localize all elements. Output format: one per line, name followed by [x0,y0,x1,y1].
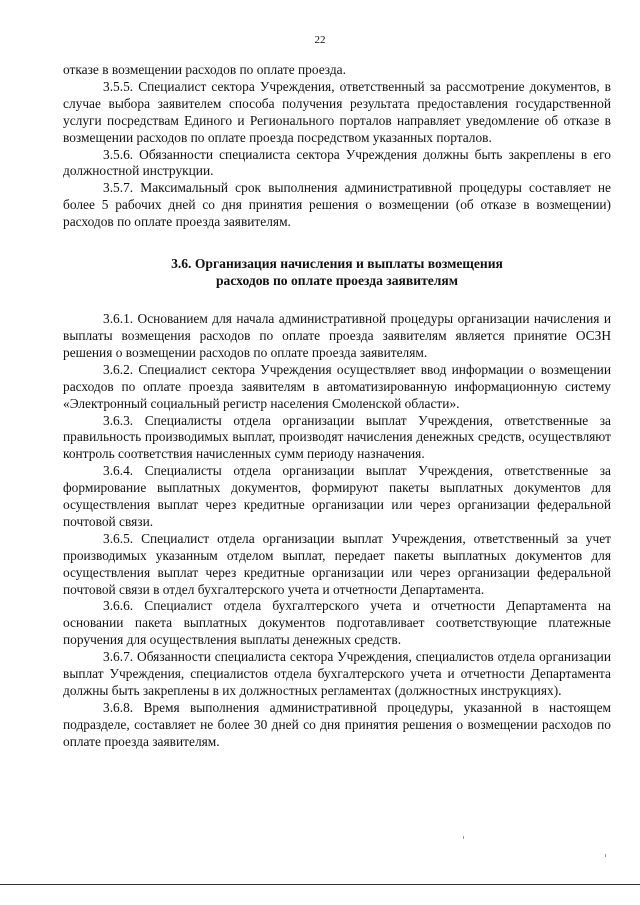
scan-speck [605,854,606,857]
paragraph-3-6-8: 3.6.8. Время выполнения административной процедуры, указанной в настоящем подразделе, составляет не более 30 дней со дня принятия решения о возмещении расходов по оплате проезда заявителям. [63,699,611,749]
paragraph-3-6-4: 3.6.4. Специалисты отдела организации выплат Учреждения, ответственные за формирование выплатных документов, формируют пакеты выплатных документов для осуществления выплат через кредитные организации или через организации федеральной почтовой связи. [63,463,611,529]
section-heading-line-2: расходов по оплате проезда заявителям [215,273,459,289]
scan-speck [463,836,464,839]
page-bottom-rule [0,884,640,885]
document-body [63,62,611,751]
paragraph-3-6-7: 3.6.7. Обязанности специалиста сектора Учреждения, специалистов отдела организации выплат Учреждения, специалистов отдела бухгалтерского учета и отчетности Департамента должны быть закреплены в их должностных регламентах (должностных инструкциях). [63,649,611,698]
paragraph-3-6-1: 3.6.1. Основанием для начала административной процедуры организации начисления и выплаты возмещения расходов по оплате проезда заявителям является принятие ОСЗН решения о возмещении расходов по оплате проезда заявителям. [63,311,611,360]
section-heading-3-6 [63,255,611,289]
paragraph-3-5-6: 3.5.6. Обязанности специалиста сектора Учреждения должны быть закреплены в его должностной инструкции. [63,146,611,179]
paragraph-3-6-2: 3.6.2. Специалист сектора Учреждения осуществляет ввод информации о возмещении расходов по оплате проезда заявителям в автоматизированную информационную систему «Электронный социальный регистр населения Смоленской области». [63,361,611,411]
paragraph-3-6-3: 3.6.3. Специалисты отдела организации выплат Учреждения, ответственные за правильность производимых выплат, производят начисления денежных средств, осуществляют контроль соответствия начисленных сумм периоду назначения. [63,412,611,462]
page-number: 22 [314,34,326,46]
paragraph-3-5-7: 3.5.7. Максимальный срок выполнения административной процедуры составляет не более 5 рабочих дней со дня принятия решения о возмещении (об отказе в возмещении) расходов по оплате проезда заявителям. [63,180,611,230]
paragraph-3-6-6: 3.6.6. Специалист отдела бухгалтерского учета и отчетности Департамента на основании пакета выплатных документов подготавливает соответствующие платежные поручения для осуществления выплаты денежных средств. [63,598,611,648]
paragraph-3-6-5: 3.6.5. Специалист отдела организации выплат Учреждения, ответственный за учет производимых указанным отделом выплат, передает пакеты выплатных документов для осуществления выплат через кредитные организации или через организации федеральной почтовой связи в отдел бухгалтерского учета и отчетности Департамента. [63,530,611,597]
paragraph-continuation: отказе в возмещении расходов по оплате проезда. [63,62,346,77]
section-heading-line-1: 3.6. Организация начисления и выплаты возмещения [171,256,503,272]
paragraph-3-5-5: 3.5.5. Специалист сектора Учреждения, ответственный за рассмотрение документов, в случае выбора заявителем способа получения результата предоставления государственной услуги посредствам Единого и Регионального порталов направляет уведомление об отказе в возмещении расходов по оплате проезда посредством указанных порталов. [63,78,611,145]
